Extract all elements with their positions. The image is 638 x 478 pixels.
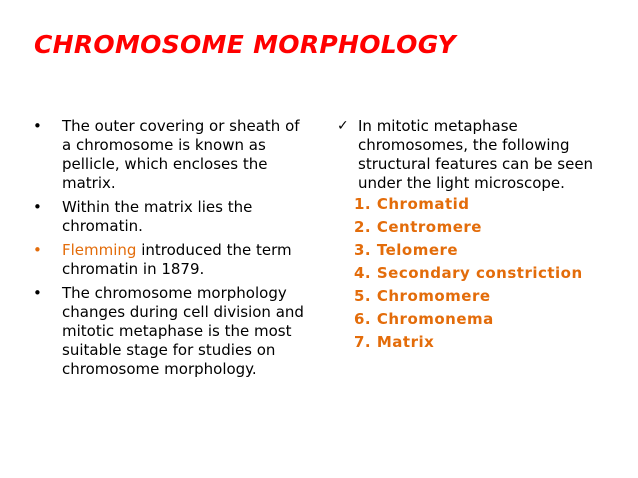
- bullet-text: The chromosome morphology changes during cell division and mitotic metaphase is the most suitable stage for studies on chromosome morphology.: [62, 284, 304, 378]
- intro-text: In mitotic metaphase chromosomes, the following structural features can be seen under the light microscope.: [358, 117, 594, 192]
- feature-item: 5. Chromomere: [354, 287, 491, 305]
- bullet-item: [30, 284, 308, 379]
- bullet-item: [30, 117, 308, 193]
- bullet-marker: •: [33, 198, 42, 216]
- bullet-text: The outer covering or sheath of a chromosome is known as pellicle, which encloses the matrix.: [62, 117, 300, 192]
- bullet-item: [30, 241, 308, 279]
- feature-item: 3. Telomere: [354, 241, 459, 259]
- left-bullet-list: [30, 117, 308, 384]
- bullet-text: Within the matrix lies the chromatin.: [62, 198, 253, 235]
- feature-item: 2. Centromere: [354, 218, 482, 236]
- bullet-marker: •: [33, 117, 42, 135]
- right-column: [336, 117, 626, 356]
- feature-item: 1. Chromatid: [354, 195, 470, 213]
- feature-item: 6. Chromonema: [354, 310, 494, 328]
- highlight-name: Flemming: [62, 241, 137, 259]
- slide-title: CHROMOSOME MORPHOLOGY: [34, 30, 456, 59]
- intro-paragraph: [336, 117, 626, 193]
- feature-item: 4. Secondary constriction: [354, 264, 583, 282]
- bullet-marker: •: [33, 284, 42, 302]
- feature-item: 7. Matrix: [354, 333, 435, 351]
- checkmark-icon: ✓: [337, 118, 349, 134]
- bullet-text: introduced the term chromatin in 1879.: [62, 241, 292, 278]
- bullet-marker: •: [33, 241, 42, 259]
- bullet-item: [30, 198, 308, 236]
